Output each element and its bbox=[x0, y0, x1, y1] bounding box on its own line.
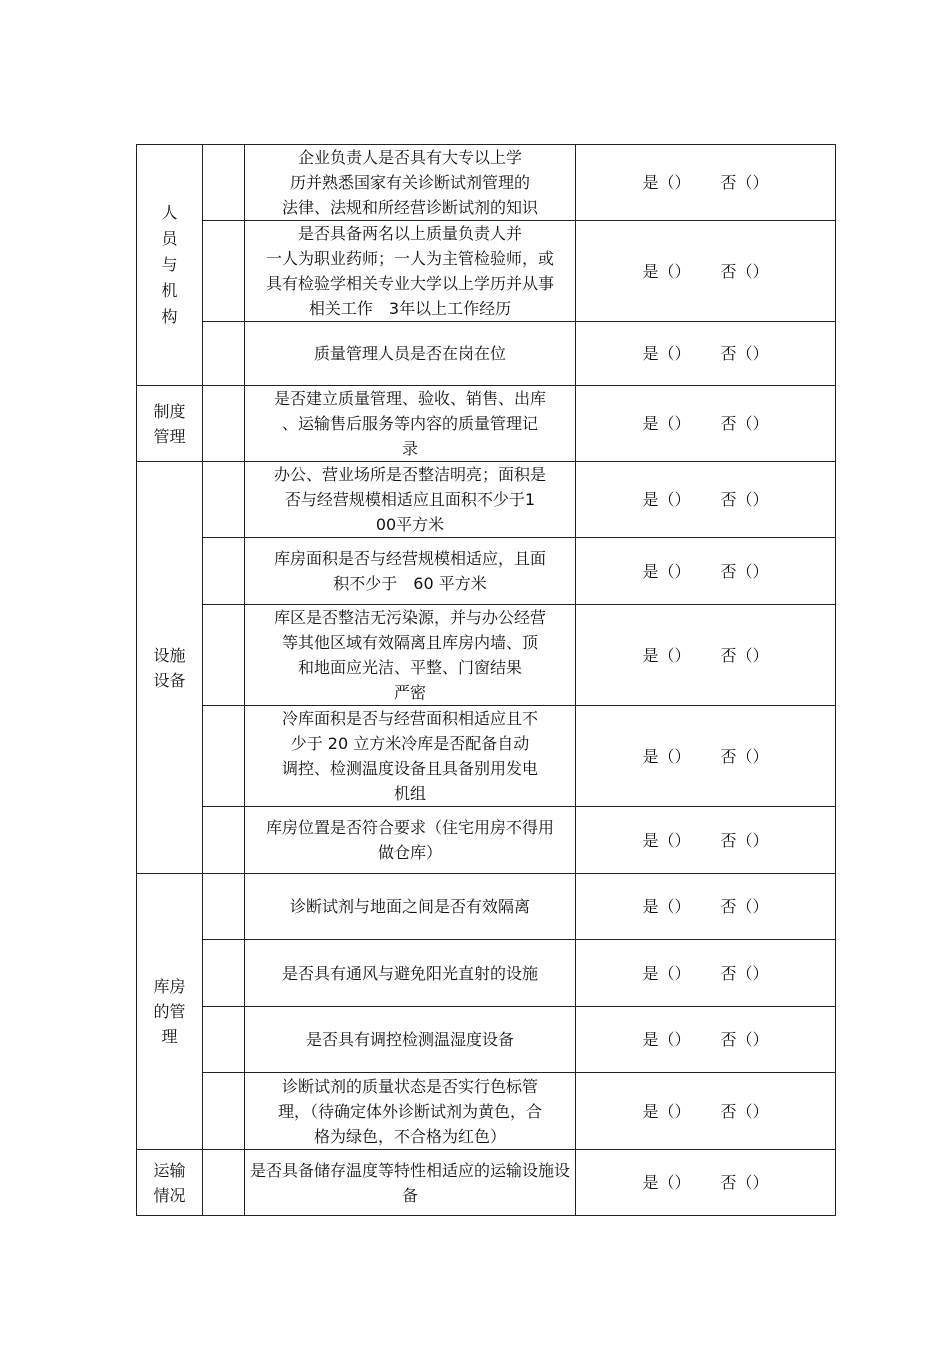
answer-no-option[interactable]: 否（） bbox=[720, 645, 769, 665]
category-cell: 设施 设备 bbox=[137, 462, 203, 874]
answer-no-option[interactable]: 否（） bbox=[720, 414, 769, 433]
answer-yes-option[interactable]: 是（） bbox=[642, 561, 691, 581]
answer-yes-option[interactable]: 是（） bbox=[642, 1101, 691, 1121]
answer-yes-option[interactable]: 是（） bbox=[642, 490, 691, 509]
answer-cell bbox=[576, 386, 836, 462]
answer-no-option[interactable]: 否（） bbox=[720, 261, 769, 281]
answer-cell bbox=[576, 145, 836, 221]
table-row bbox=[137, 538, 836, 605]
index-cell bbox=[203, 1073, 245, 1150]
answer-no-option[interactable]: 否（） bbox=[720, 173, 769, 192]
answer-no-option[interactable]: 否（） bbox=[720, 963, 769, 983]
answer-yes-option[interactable]: 是（） bbox=[642, 414, 691, 433]
table-row bbox=[137, 1007, 836, 1073]
answer-cell bbox=[576, 322, 836, 386]
answer-cell bbox=[576, 462, 836, 538]
table-row bbox=[137, 807, 836, 874]
answer-cell bbox=[576, 605, 836, 706]
answer-no-option[interactable]: 否（） bbox=[720, 1173, 769, 1192]
answer-no-option[interactable]: 否（） bbox=[720, 1030, 769, 1049]
table-row bbox=[137, 874, 836, 940]
index-cell bbox=[203, 1150, 245, 1216]
index-cell bbox=[203, 221, 245, 322]
answer-no-option[interactable]: 否（） bbox=[720, 830, 769, 850]
check-item-text: 是否具备储存温度等特性相适应的运输设施设备 bbox=[245, 1150, 576, 1216]
index-cell bbox=[203, 807, 245, 874]
index-cell bbox=[203, 874, 245, 940]
check-item-text: 是否具有通风与避免阳光直射的设施 bbox=[245, 940, 576, 1007]
answer-no-option[interactable]: 否（） bbox=[720, 746, 769, 766]
table-row bbox=[137, 221, 836, 322]
table-row bbox=[137, 145, 836, 221]
check-item-text: 是否建立质量管理、验收、销售、出库 、运输售后服务等内容的质量管理记 录 bbox=[245, 386, 576, 462]
table-row bbox=[137, 462, 836, 538]
index-cell bbox=[203, 386, 245, 462]
answer-no-option[interactable]: 否（） bbox=[720, 344, 769, 363]
check-item-text: 是否具备两名以上质量负责人并 一人为职业药师；一人为主管检验师，或 具有检验学相关专业大学以上学历并从事 相关工作 3年以上工作经历 bbox=[245, 221, 576, 322]
category-cell: 库房 的管 理 bbox=[137, 874, 203, 1150]
check-item-text: 诊断试剂的质量状态是否实行色标管 理，（待确定体外诊断试剂为黄色，合 格为绿色，不合格为红色） bbox=[245, 1073, 576, 1150]
index-cell bbox=[203, 462, 245, 538]
index-cell bbox=[203, 538, 245, 605]
answer-yes-option[interactable]: 是（） bbox=[642, 645, 691, 665]
answer-cell bbox=[576, 1150, 836, 1216]
index-cell bbox=[203, 322, 245, 386]
answer-yes-option[interactable]: 是（） bbox=[642, 830, 691, 850]
category-cell: 运输 情况 bbox=[137, 1150, 203, 1216]
answer-yes-option[interactable]: 是（） bbox=[642, 173, 691, 192]
check-item-text: 办公、营业场所是否整洁明亮；面积是 否与经营规模相适应且面积不少于1 00平方米 bbox=[245, 462, 576, 538]
category-cell: 制度 管理 bbox=[137, 386, 203, 462]
answer-cell bbox=[576, 874, 836, 940]
index-cell bbox=[203, 940, 245, 1007]
inspection-checklist-table bbox=[136, 144, 836, 1216]
answer-yes-option[interactable]: 是（） bbox=[642, 746, 691, 766]
answer-cell bbox=[576, 1073, 836, 1150]
answer-no-option[interactable]: 否（） bbox=[720, 1101, 769, 1121]
table-row bbox=[137, 605, 836, 706]
check-item-text: 是否具有调控检测温湿度设备 bbox=[245, 1007, 576, 1073]
check-item-text: 库房位置是否符合要求（住宅用房不得用 做仓库） bbox=[245, 807, 576, 874]
table-row bbox=[137, 1073, 836, 1150]
index-cell bbox=[203, 145, 245, 221]
answer-cell bbox=[576, 706, 836, 807]
table-row bbox=[137, 706, 836, 807]
answer-cell bbox=[576, 221, 836, 322]
check-item-text: 库区是否整洁无污染源，并与办公经营 等其他区域有效隔离且库房内墙、顶 和地面应光洁、平整、门窗结果 严密 bbox=[245, 605, 576, 706]
answer-cell bbox=[576, 1007, 836, 1073]
answer-yes-option[interactable]: 是（） bbox=[642, 963, 691, 983]
index-cell bbox=[203, 706, 245, 807]
answer-cell bbox=[576, 538, 836, 605]
answer-no-option[interactable]: 否（） bbox=[720, 490, 769, 509]
table-row bbox=[137, 1150, 836, 1216]
check-item-text: 库房面积是否与经营规模相适应，且面 积不少于 60 平方米 bbox=[245, 538, 576, 605]
table-row bbox=[137, 322, 836, 386]
check-item-text: 质量管理人员是否在岗在位 bbox=[245, 322, 576, 386]
category-cell: 人 员 与 机 构 bbox=[137, 145, 203, 386]
answer-yes-option[interactable]: 是（） bbox=[642, 344, 691, 363]
index-cell bbox=[203, 1007, 245, 1073]
check-item-text: 诊断试剂与地面之间是否有效隔离 bbox=[245, 874, 576, 940]
answer-no-option[interactable]: 否（） bbox=[720, 897, 769, 916]
answer-cell bbox=[576, 940, 836, 1007]
table-row bbox=[137, 940, 836, 1007]
index-cell bbox=[203, 605, 245, 706]
check-item-text: 冷库面积是否与经营面积相适应且不 少于 20 立方米冷库是否配备自动 调控、检测温度设备且具备别用发电 机组 bbox=[245, 706, 576, 807]
answer-yes-option[interactable]: 是（） bbox=[642, 261, 691, 281]
answer-cell bbox=[576, 807, 836, 874]
check-item-text: 企业负责人是否具有大专以上学 历并熟悉国家有关诊断试剂管理的 法律、法规和所经营诊断试剂的知识 bbox=[245, 145, 576, 221]
answer-yes-option[interactable]: 是（） bbox=[642, 1173, 691, 1192]
table-row bbox=[137, 386, 836, 462]
answer-no-option[interactable]: 否（） bbox=[720, 561, 769, 581]
answer-yes-option[interactable]: 是（） bbox=[642, 897, 691, 916]
answer-yes-option[interactable]: 是（） bbox=[642, 1030, 691, 1049]
